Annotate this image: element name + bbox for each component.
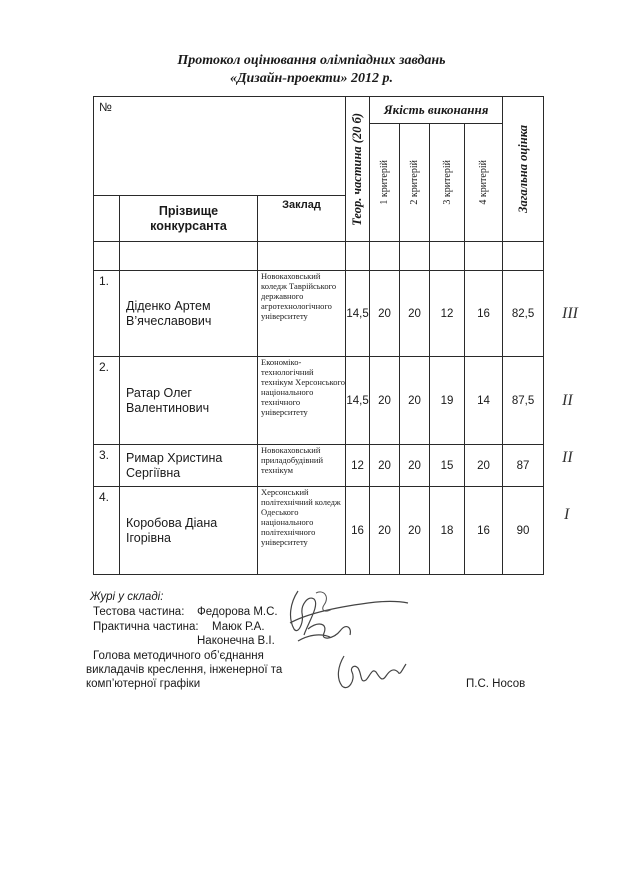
header-quality: Якість виконання [370,97,503,124]
row-name: Коробова Діана Ігорівна [120,487,258,575]
header-number-blank [94,196,120,242]
row-theory: 14,5 [346,357,370,445]
row-criterion-4: 20 [465,445,503,487]
row-institution: Новокаховський коледж Таврійського державного агротехнологічного університету [258,271,346,357]
header-criterion-4: 4 критерій [465,124,503,242]
practical-part-label: Практична частина: [93,621,199,633]
jury-heading: Журі у складі: [90,591,164,603]
place-mark-row-4: I [564,506,570,523]
header-criterion-1: 1 критерій [370,124,400,242]
header-total: Загальна оцінка [503,97,544,242]
place-mark-row-3: II [562,449,573,466]
test-part-member: Федорова М.С. [197,606,278,618]
header-row [94,97,544,124]
row-name: Римар Христина Сергіївна [120,445,258,487]
place-mark-row-2: II [562,392,573,409]
row-name: Діденко Артем В’ячеславович [120,271,258,357]
row-criterion-1: 20 [370,357,400,445]
row-theory: 14,5 [346,271,370,357]
row-criterion-4: 16 [465,487,503,575]
row-criterion-4: 14 [465,357,503,445]
document-subtitle: «Дизайн-проекти» 2012 р. [229,71,394,86]
row-criterion-1: 20 [370,445,400,487]
header-name: Прізвище конкурсанта [120,196,258,242]
practical-part-member-1: Маюк Р.А. [212,621,265,633]
head-title-line-2: викладачів креслення, інженерної та [86,664,283,676]
row-number: 4. [94,487,120,575]
table-row [94,445,544,487]
row-criterion-1: 20 [370,271,400,357]
row-total: 82,5 [503,271,544,357]
row-criterion-3: 12 [430,271,465,357]
row-total: 87,5 [503,357,544,445]
scores-table [93,96,544,575]
signature-head [330,650,410,698]
row-name: Ратар Олег Валентинович [120,357,258,445]
row-criterion-1: 20 [370,487,400,575]
row-criterion-3: 19 [430,357,465,445]
row-institution: Економіко-технологічний технікум Херсонського національного технічного університету [258,357,346,445]
signature-jury [268,583,418,653]
row-total: 90 [503,487,544,575]
blank-row [94,242,544,271]
row-institution: Херсонський політехнічний коледж Одеського національного політехнічного університету [258,487,346,575]
row-number: 1. [94,271,120,357]
header-number: № [94,97,346,196]
row-total: 87 [503,445,544,487]
table-row [94,487,544,575]
header-criterion-2: 2 критерій [400,124,430,242]
header-criterion-3: 3 критерій [430,124,465,242]
row-criterion-2: 20 [400,445,430,487]
header-theory: Теор. частина (20 б) [346,97,370,242]
head-title-line-3: комп’ютерної графіки [86,678,201,690]
place-mark-row-1: III [562,305,578,322]
row-criterion-3: 15 [430,445,465,487]
row-criterion-2: 20 [400,271,430,357]
head-title-line-1: Голова методичного об’єднання [93,650,264,662]
test-part-label: Тестова частина: [93,606,185,618]
row-number: 2. [94,357,120,445]
row-theory: 12 [346,445,370,487]
row-number: 3. [94,445,120,487]
row-criterion-4: 16 [465,271,503,357]
row-criterion-3: 18 [430,487,465,575]
table-row [94,357,544,445]
practical-part-member-2: Наконечна В.І. [197,635,275,647]
row-criterion-2: 20 [400,487,430,575]
row-institution: Новокаховський приладобудівний технікум [258,445,346,487]
document-title: Протокол оцінювання олімпіадних завдань [177,53,446,68]
row-theory: 16 [346,487,370,575]
header-institution: Заклад [258,196,346,242]
head-name: П.С. Носов [466,678,526,690]
row-criterion-2: 20 [400,357,430,445]
table-row [94,271,544,357]
